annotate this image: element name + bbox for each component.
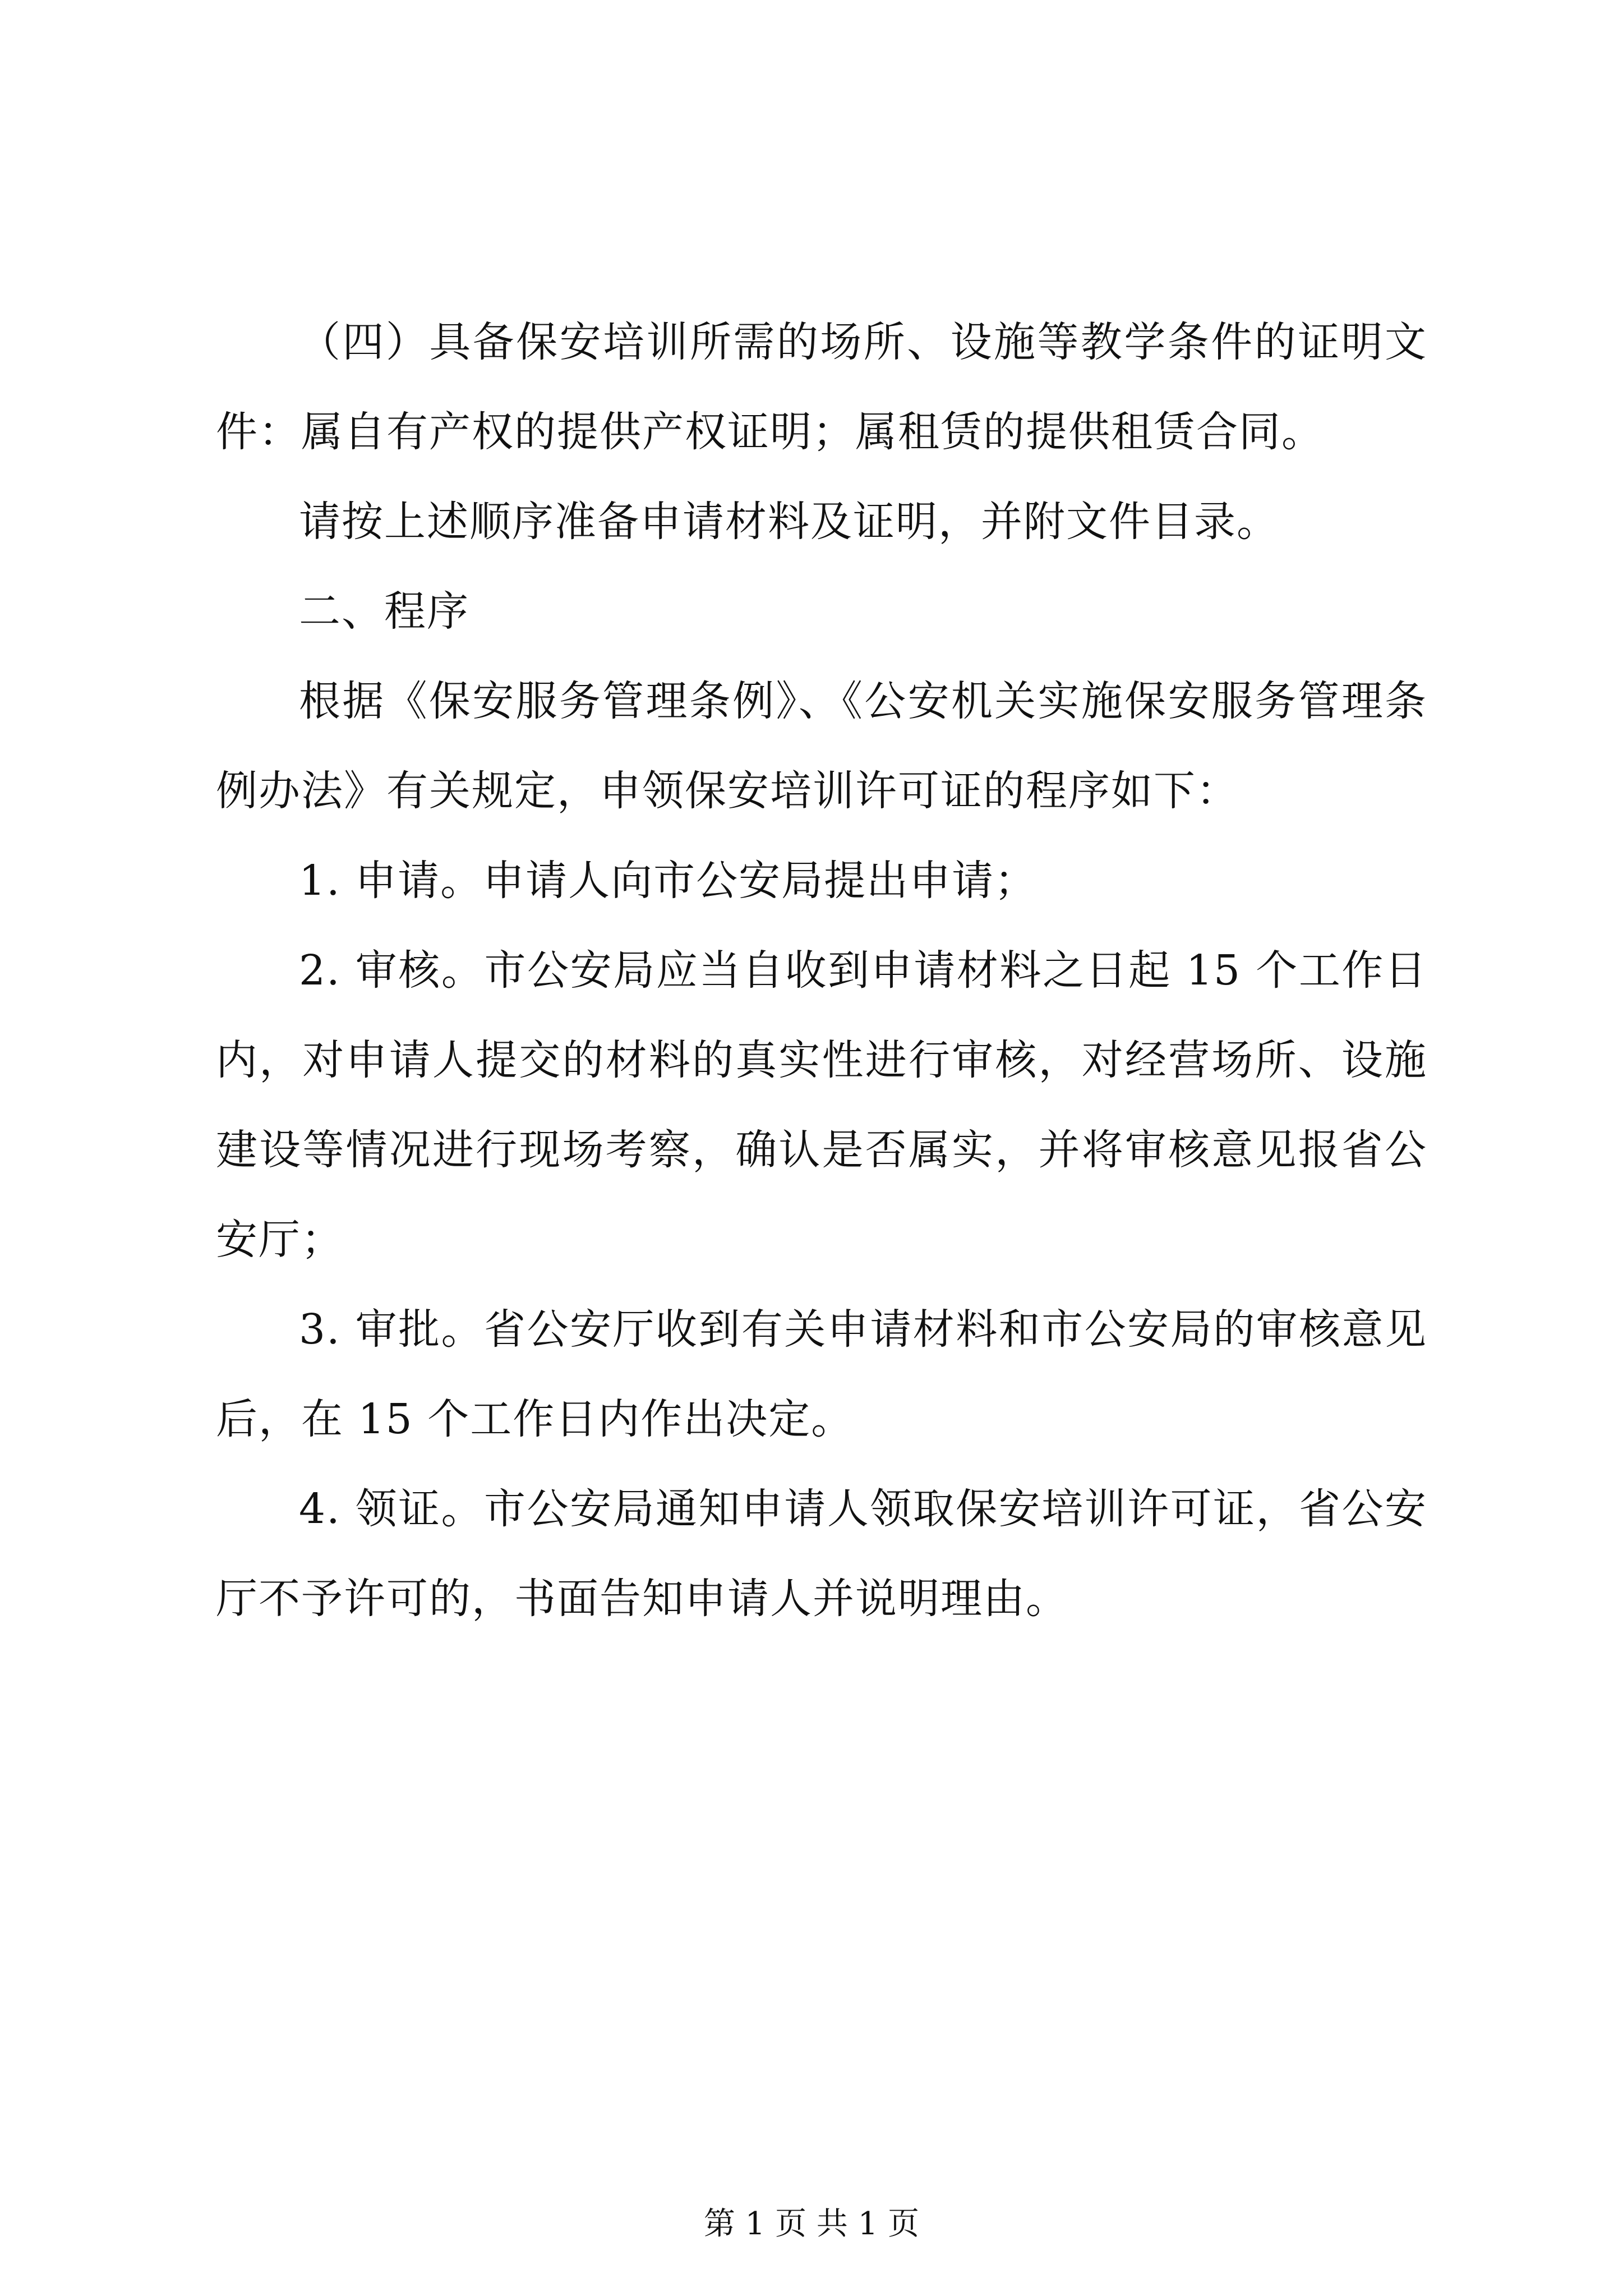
section-heading-procedure: 二、程序 [299, 587, 469, 636]
paragraph-materials-order: 请按上述顺序准备申请材料及证明，并附文件目录。 [299, 498, 1279, 546]
procedure-step-apply: 1. 申请。申请人向市公安局提出申请； [299, 857, 1038, 905]
document-body [216, 297, 1427, 1644]
procedure-step-approve: 3. 审批。省公安厅收到有关申请材料和市公安局的审核意见后，在 15 个工作日内作出决定。 [216, 1305, 1427, 1443]
paragraph-materials-venue: （四）具备保安培训所需的场所、设施等教学条件的证明文件：属自有产权的提供产权证明；属租赁的提供租赁合同。 [216, 318, 1427, 456]
procedure-step-review: 2. 审核。市公安局应当自收到申请材料之日起 15 个工作日内，对申请人提交的材料的真实性进行审核，对经营场所、设施建设等情况进行现场考察，确认是否属实，并将审核意见报省公安厅； [216, 946, 1427, 1264]
paragraph-procedure-intro: 根据《保安服务管理条例》、《公安机关实施保安服务管理条例办法》有关规定，申领保安培训许可证的程序如下： [216, 677, 1427, 815]
page-number-footer: 第 1 页 共 1 页 [703, 2206, 920, 2242]
procedure-step-collect: 4. 领证。市公安局通知申请人领取保安培训许可证，省公安厅不予许可的，书面告知申请人并说明理由。 [216, 1485, 1427, 1623]
